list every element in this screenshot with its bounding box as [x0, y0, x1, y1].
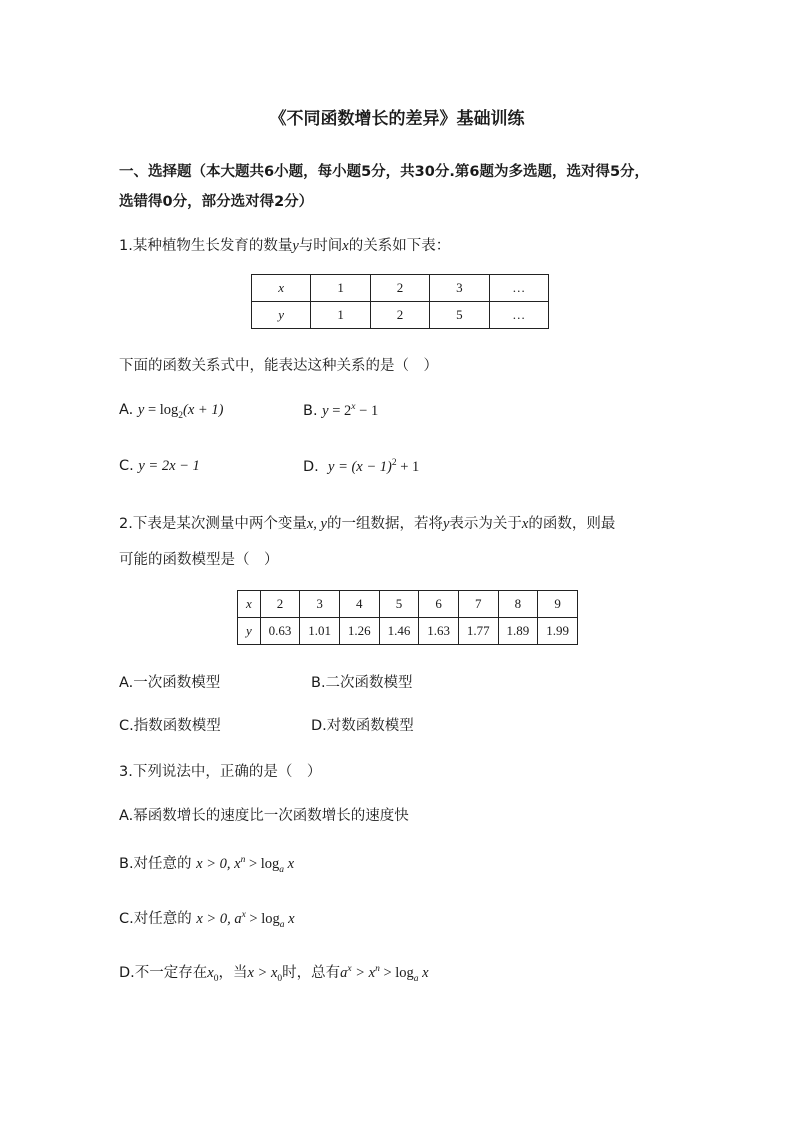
- q1-option-b-label: B.: [303, 402, 318, 419]
- q1-option-d-lhs: y: [328, 458, 335, 475]
- table-cell: 0.63: [260, 618, 300, 645]
- q2-var-y: y: [442, 516, 450, 532]
- q1-option-b-eq: = 2: [328, 402, 352, 419]
- q1-option-d-rest: + 1: [396, 458, 420, 475]
- table-row: [238, 618, 578, 645]
- q1-option-a-sub: 2: [178, 410, 184, 421]
- q3-option-c-math-a: x > 0, a: [196, 911, 242, 927]
- q3-option-d-x0-sub: 0: [213, 973, 219, 984]
- q3-option-d-sup2: n: [375, 964, 380, 975]
- q3-stem: 3.下列说法中，正确的是（ ）: [119, 764, 322, 780]
- q3-option-d-math-d: x: [418, 965, 429, 981]
- q3-option-d-math-b: > x: [351, 965, 376, 981]
- table-cell: 9: [538, 591, 578, 618]
- table-cell: 2: [370, 302, 429, 329]
- q3-option-d-math-a: a: [340, 965, 348, 981]
- table-cell: 4: [339, 591, 379, 618]
- table-cell: 1: [311, 302, 370, 329]
- q2-data-table: [237, 590, 578, 645]
- table-cell: …: [489, 275, 549, 302]
- table-cell: 2: [260, 591, 300, 618]
- q1-option-a-lhs: y: [137, 402, 145, 418]
- q3-option-c-sub: a: [279, 919, 285, 930]
- q2-stem-text-a: 2.下表是某次测量中两个变量: [119, 516, 307, 532]
- page-title: 《不同函数增长的差异》基础训练: [269, 109, 525, 129]
- section-heading-line1: 一、选择题（本大题共6小题，每小题5分，共30分.第6题为多选题，选对得5分，: [119, 164, 650, 180]
- q1-option-d-label: D.: [303, 458, 319, 475]
- q3-option-d: [119, 961, 429, 984]
- q3-option-c-math-b: > log: [245, 911, 280, 927]
- q1-stem-text-b: 与时间: [298, 238, 343, 254]
- table-cell: y: [238, 618, 261, 645]
- q1-option-d: [303, 458, 419, 476]
- q1-option-c: [119, 458, 200, 475]
- q3-option-b-sup: n: [240, 855, 246, 866]
- q3-option-d-sub: a: [413, 973, 419, 984]
- q3-option-a: A.幂函数增长的速度比一次函数增长的速度快: [119, 808, 409, 824]
- q3-option-b-text: B.对任意的: [119, 856, 192, 872]
- q1-stem-text-a: 1.某种植物生长发育的数量: [119, 238, 293, 254]
- q3-option-d-sup1: x: [347, 964, 352, 975]
- q1-option-c-label: C.: [119, 458, 134, 474]
- q3-option-c: [119, 907, 295, 930]
- table-cell: 1.63: [419, 618, 459, 645]
- table-cell: 1: [311, 275, 370, 302]
- table-cell: 6: [419, 591, 459, 618]
- q3-option-c-text: C.对任意的: [119, 911, 192, 927]
- table-cell: 8: [498, 591, 538, 618]
- q3-option-d-text-b: ，当: [218, 965, 248, 981]
- q2-stem-text-d: 的函数，则最: [528, 516, 616, 532]
- section-heading-line2: 选错得0分，部分选对得2分）: [119, 194, 314, 210]
- q3-option-d-cond-sub: 0: [277, 973, 283, 984]
- q1-option-d-sup: 2: [391, 458, 397, 468]
- q2-stem-text-c: 表示为关于: [449, 516, 522, 532]
- q2-option-d: D.对数函数模型: [311, 718, 414, 734]
- q1-var-y: y: [292, 238, 299, 254]
- q2-option-c: C.指数函数模型: [119, 718, 221, 734]
- table-cell: 3: [430, 275, 489, 302]
- q1-option-a-eq: = log: [144, 402, 179, 418]
- table-cell: 3: [300, 591, 340, 618]
- table-cell: 7: [458, 591, 498, 618]
- table-row: [252, 275, 549, 302]
- q1-option-b-lhs: y: [322, 402, 329, 419]
- q1-option-a-label: A.: [119, 402, 134, 418]
- q3-option-b-math-a: x > 0, x: [196, 856, 241, 872]
- q3-option-c-math-c: x: [284, 911, 295, 927]
- q3-option-c-sup: x: [241, 910, 246, 921]
- q3-option-d-cond: x > x: [247, 965, 278, 981]
- q1-option-b: [303, 402, 378, 420]
- table-cell: 1.46: [379, 618, 419, 645]
- q2-stem-line2: 可能的函数模型是（ ）: [119, 552, 279, 568]
- q2-stem-line1: [119, 512, 615, 533]
- table-cell: 1.77: [458, 618, 498, 645]
- q1-option-b-sup: x: [351, 402, 356, 412]
- table-row: [252, 302, 549, 329]
- table-cell: 1.89: [498, 618, 538, 645]
- q1-option-d-eq: = (x − 1): [334, 458, 392, 475]
- q1-stem: [119, 234, 450, 255]
- q1-stem-text-c: 的关系如下表：: [348, 238, 451, 254]
- q1-question: 下面的函数关系式中，能表达这种关系的是（ ）: [119, 358, 438, 374]
- q2-vars: x, y: [306, 516, 327, 532]
- q3-option-d-x0: x: [207, 965, 214, 981]
- table-cell: 1.01: [300, 618, 340, 645]
- table-cell: x: [238, 591, 261, 618]
- q3-option-b-sub: a: [279, 864, 285, 875]
- q3-option-b-math-c: x: [284, 856, 295, 872]
- q3-option-d-text-c: 时，总有: [282, 965, 341, 981]
- q3-option-b: [119, 852, 294, 875]
- q2-option-a: A.一次函数模型: [119, 675, 221, 691]
- table-cell: 5: [379, 591, 419, 618]
- table-row: [238, 591, 578, 618]
- table-cell: y: [252, 302, 311, 329]
- q2-var-x: x: [521, 516, 529, 532]
- q2-stem-text-b: 的一组数据，若将: [326, 516, 443, 532]
- table-cell: 2: [370, 275, 429, 302]
- q1-option-a-rest: (x + 1): [183, 402, 224, 418]
- q3-option-d-text-a: D.不一定存在: [119, 965, 208, 981]
- q1-option-a: [119, 402, 223, 421]
- table-cell: x: [252, 275, 311, 302]
- table-cell: 1.99: [538, 618, 578, 645]
- q3-option-d-math-c: > log: [379, 965, 414, 981]
- q1-data-table: [251, 274, 549, 329]
- q1-var-x: x: [342, 238, 349, 254]
- q1-option-b-rest: − 1: [355, 402, 379, 419]
- q1-option-c-expr: y = 2x − 1: [138, 458, 200, 474]
- table-cell: 5: [430, 302, 489, 329]
- q3-option-b-math-b: > log: [245, 856, 280, 872]
- table-cell: …: [489, 302, 549, 329]
- q2-option-b: B.二次函数模型: [311, 675, 413, 691]
- table-cell: 1.26: [339, 618, 379, 645]
